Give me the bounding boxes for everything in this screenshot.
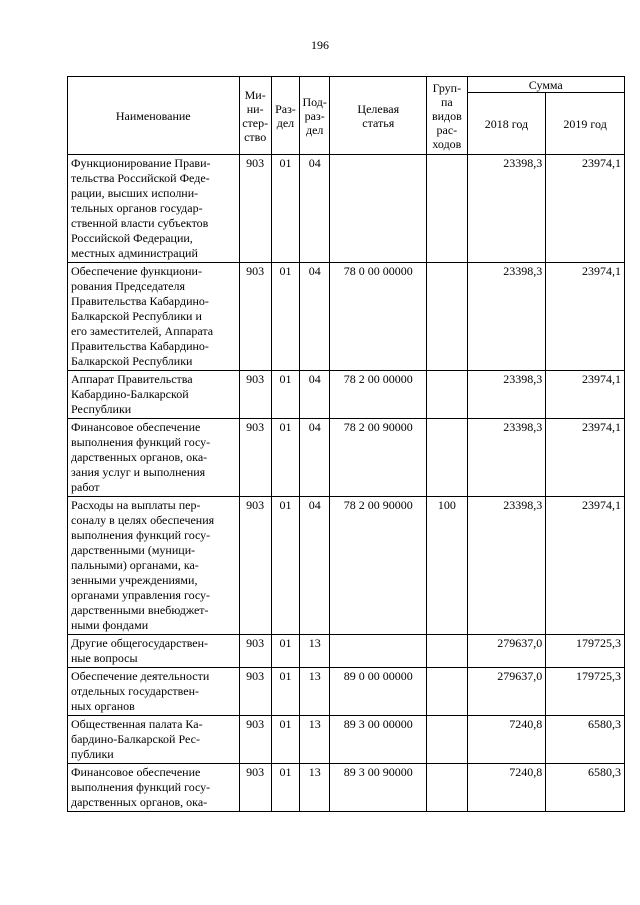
row-sum-2019: 179725,3 bbox=[546, 668, 625, 716]
row-sum-2019: 23974,1 bbox=[546, 371, 625, 419]
row-sum-2019: 6580,3 bbox=[546, 716, 625, 764]
row-sum-2018: 23398,3 bbox=[467, 263, 546, 371]
row-expense-group bbox=[427, 635, 467, 668]
table-row bbox=[68, 155, 625, 263]
row-sum-2019: 23974,1 bbox=[546, 419, 625, 497]
table-row bbox=[68, 371, 625, 419]
table-row bbox=[68, 764, 625, 812]
row-name: Другие общегосударствен- ные вопросы bbox=[68, 635, 240, 668]
row-target-article: 78 2 00 90000 bbox=[330, 419, 427, 497]
row-sum-2019: 23974,1 bbox=[546, 155, 625, 263]
row-name: Функционирование Прави- тельства Российской Феде- рации, высших исполни- тельных органов государ- ственной власти субъектов Российской Федерации, местных администраций bbox=[68, 155, 240, 263]
row-subsection: 04 bbox=[300, 419, 330, 497]
row-sum-2019: 23974,1 bbox=[546, 263, 625, 371]
table-row bbox=[68, 263, 625, 371]
row-sum-2019: 179725,3 bbox=[546, 635, 625, 668]
row-sum-2018: 279637,0 bbox=[467, 668, 546, 716]
row-target-article: 78 2 00 00000 bbox=[330, 371, 427, 419]
header-year-2018: 2018 год bbox=[467, 93, 546, 155]
row-expense-group bbox=[427, 764, 467, 812]
row-subsection: 13 bbox=[300, 668, 330, 716]
row-section: 01 bbox=[271, 716, 299, 764]
row-subsection: 13 bbox=[300, 764, 330, 812]
row-sum-2019: 23974,1 bbox=[546, 497, 625, 635]
row-section: 01 bbox=[271, 263, 299, 371]
row-target-article: 78 2 00 90000 bbox=[330, 497, 427, 635]
row-name: Аппарат Правительства Кабардино-Балкарской Республики bbox=[68, 371, 240, 419]
row-expense-group bbox=[427, 419, 467, 497]
row-subsection: 13 bbox=[300, 635, 330, 668]
row-expense-group bbox=[427, 716, 467, 764]
row-sum-2018: 279637,0 bbox=[467, 635, 546, 668]
row-sum-2018: 7240,8 bbox=[467, 716, 546, 764]
row-target-article: 89 3 00 00000 bbox=[330, 716, 427, 764]
row-name: Обеспечение деятельности отдельных государствен- ных органов bbox=[68, 668, 240, 716]
row-target-article: 78 0 00 00000 bbox=[330, 263, 427, 371]
row-subsection: 04 bbox=[300, 371, 330, 419]
row-ministry: 903 bbox=[239, 716, 271, 764]
row-expense-group bbox=[427, 263, 467, 371]
row-section: 01 bbox=[271, 497, 299, 635]
row-section: 01 bbox=[271, 635, 299, 668]
row-sum-2019: 6580,3 bbox=[546, 764, 625, 812]
row-section: 01 bbox=[271, 155, 299, 263]
row-name: Общественная палата Ка- бардино-Балкарской Рес- публики bbox=[68, 716, 240, 764]
row-ministry: 903 bbox=[239, 764, 271, 812]
header-name: Наименование bbox=[68, 77, 240, 155]
row-ministry: 903 bbox=[239, 497, 271, 635]
row-subsection: 04 bbox=[300, 263, 330, 371]
row-ministry: 903 bbox=[239, 155, 271, 263]
row-sum-2018: 23398,3 bbox=[467, 371, 546, 419]
page-number: 196 bbox=[311, 38, 329, 52]
row-sum-2018: 23398,3 bbox=[467, 155, 546, 263]
row-sum-2018: 23398,3 bbox=[467, 497, 546, 635]
header-section: Раз- дел bbox=[271, 77, 299, 155]
row-ministry: 903 bbox=[239, 371, 271, 419]
table-row bbox=[68, 635, 625, 668]
row-ministry: 903 bbox=[239, 668, 271, 716]
table-row bbox=[68, 668, 625, 716]
row-sum-2018: 23398,3 bbox=[467, 419, 546, 497]
row-expense-group bbox=[427, 155, 467, 263]
header-expense-group: Груп- па видов рас- ходов bbox=[427, 77, 467, 155]
header-sum: Сумма bbox=[467, 77, 624, 93]
row-section: 01 bbox=[271, 764, 299, 812]
row-name: Расходы на выплаты пер- соналу в целях обеспечения выполнения функций госу- дарственными (муници- пальными) органами, ка- зенными учреждениями, органами управления госу- дарственными внебюджет- ными фондами bbox=[68, 497, 240, 635]
row-ministry: 903 bbox=[239, 263, 271, 371]
header-year-2019: 2019 год bbox=[546, 93, 625, 155]
table-row bbox=[68, 419, 625, 497]
row-target-article: 89 0 00 00000 bbox=[330, 668, 427, 716]
header-ministry: Ми- ни- стер- ство bbox=[239, 77, 271, 155]
row-section: 01 bbox=[271, 371, 299, 419]
row-subsection: 13 bbox=[300, 716, 330, 764]
header-target-article: Целевая статья bbox=[330, 77, 427, 155]
row-ministry: 903 bbox=[239, 419, 271, 497]
row-subsection: 04 bbox=[300, 497, 330, 635]
row-name: Финансовое обеспечение выполнения функций госу- дарственных органов, ока- bbox=[68, 764, 240, 812]
row-expense-group: 100 bbox=[427, 497, 467, 635]
row-target-article: 89 3 00 90000 bbox=[330, 764, 427, 812]
table-row bbox=[68, 497, 625, 635]
row-expense-group bbox=[427, 371, 467, 419]
row-expense-group bbox=[427, 668, 467, 716]
table-row bbox=[68, 716, 625, 764]
row-name: Обеспечение функциони- рования Председателя Правительства Кабардино- Балкарской Республики и его заместителей, Аппарата Правительства Кабардино- Балкарской Республики bbox=[68, 263, 240, 371]
header-subsection: Под- раз- дел bbox=[300, 77, 330, 155]
row-target-article bbox=[330, 155, 427, 263]
row-target-article bbox=[330, 635, 427, 668]
row-name: Финансовое обеспечение выполнения функций госу- дарственных органов, ока- зания услуг и выполнения работ bbox=[68, 419, 240, 497]
row-ministry: 903 bbox=[239, 635, 271, 668]
row-sum-2018: 7240,8 bbox=[467, 764, 546, 812]
row-section: 01 bbox=[271, 668, 299, 716]
row-section: 01 bbox=[271, 419, 299, 497]
row-subsection: 04 bbox=[300, 155, 330, 263]
budget-table bbox=[67, 76, 625, 812]
